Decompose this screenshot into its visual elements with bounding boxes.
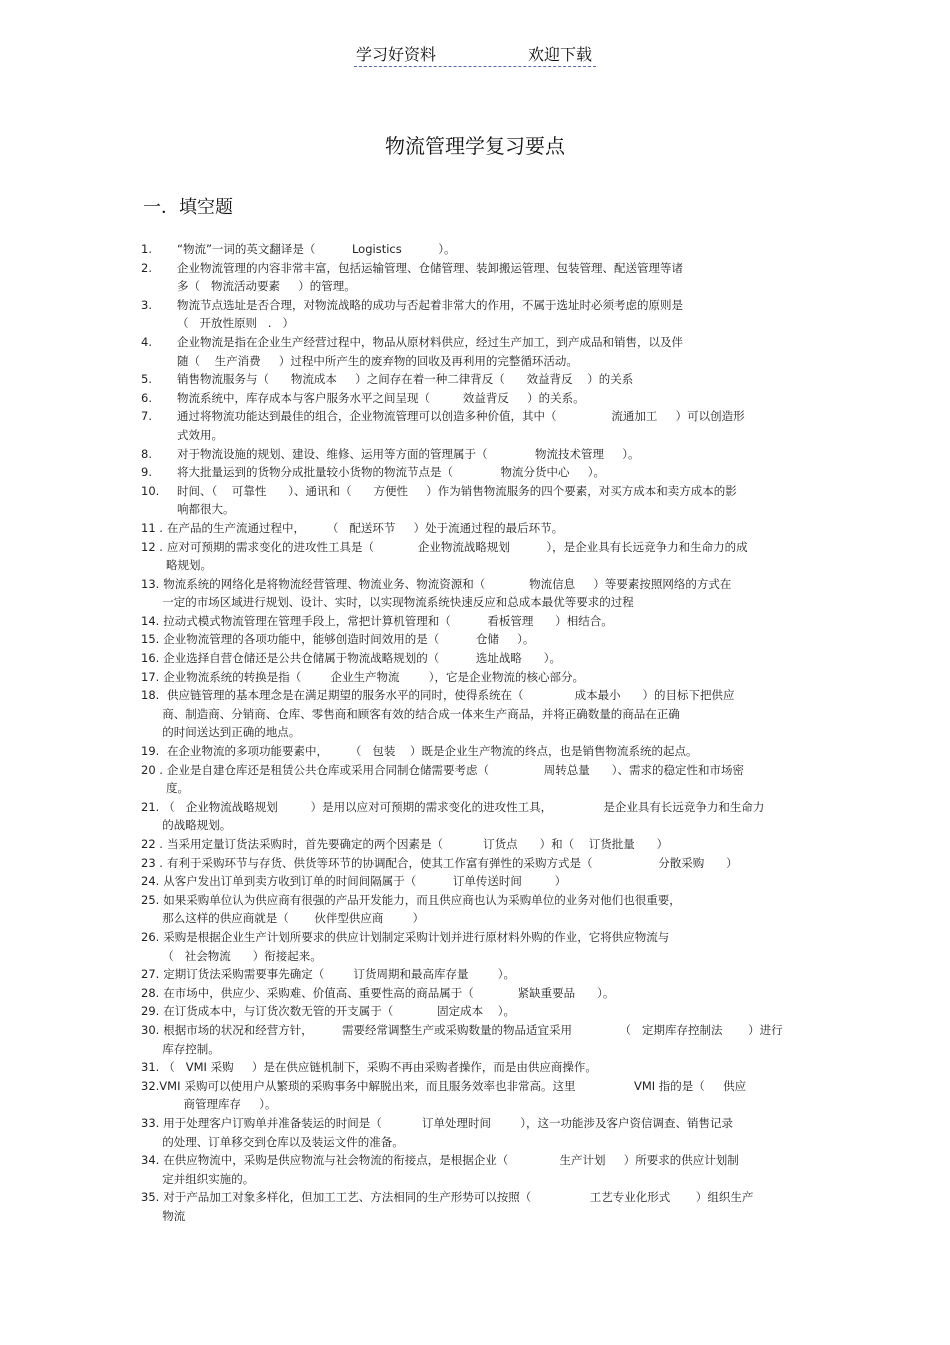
question-line: 物流 (162, 1208, 186, 1223)
question-number: 1. (141, 242, 152, 256)
question-line: 对于物流设施的规划、建设、维修、运用等方面的管理属于（ 物流技术管理 ）。 (177, 446, 640, 461)
document-title: 物流管理学复习要点 (385, 134, 565, 158)
question-item (141, 854, 811, 873)
question-line: 商、制造商、分销商、仓库、零售商和顾客有效的结合成一体来生产商品，并将正确数量的商品在正确 (162, 706, 680, 721)
question-line: 商管理库存 ）。 (183, 1097, 277, 1112)
question-line: 拉动式模式物流管理在管理手段上，常把计算机管理和（ 看板管理 ）相结合。 (163, 613, 613, 628)
question-line: 通过将物流功能达到最佳的组合，企业物流管理可以创造多种价值，其中（ 流通加工 ）可以创造形 (177, 409, 745, 424)
question-text (163, 798, 811, 835)
question-item (141, 965, 811, 984)
question-item (141, 1188, 811, 1225)
question-text (163, 686, 811, 742)
question-item (141, 928, 811, 965)
question-text (167, 761, 811, 798)
question-line: 当采用定量订货法采购时，首先要确定的两个因素是（ 订货点 ）和（ 订货批量 ） (166, 837, 669, 851)
question-number: 17. (141, 669, 160, 684)
question-item (141, 835, 811, 854)
question-line: 式效用。 (177, 427, 223, 442)
question-line: 企业物流系统的转换是指（ 企业生产物流 ），它是企业物流的核心部分。 (163, 669, 585, 684)
question-number: 28. (141, 985, 160, 1000)
question-text (163, 575, 811, 612)
question-line: 从客户发出订单到卖方收到订单的时间间隔属于（ 订单传送时间 ） (163, 874, 567, 889)
question-line: 的处理、订单移交到仓库以及装运文件的准备。 (162, 1134, 404, 1149)
question-item (141, 1021, 811, 1058)
question-text (163, 649, 811, 668)
question-item (141, 649, 811, 668)
question-item (141, 259, 811, 296)
question-line: 响都很大。 (177, 502, 235, 517)
question-line: 略规划。 (165, 558, 212, 573)
question-item (141, 519, 811, 538)
question-text (163, 1151, 811, 1188)
question-number: 2. (141, 260, 152, 275)
question-item (141, 389, 811, 408)
question-number: 23 . (141, 855, 163, 870)
question-number: 13. (141, 576, 160, 591)
question-item (141, 1002, 811, 1021)
question-number: 34. (141, 1153, 160, 1168)
question-line: 在企业物流的多项功能要素中， （ 包装 ）既是企业生产物流的终点，也是销售物流系统的起点。 (163, 744, 698, 759)
question-line: 那么这样的供应商就是（ 伙伴型供应商 ） (162, 911, 425, 926)
question-item (141, 240, 811, 259)
question-line: 企业选择自营仓储还是公共仓储属于物流战略规划的（ 选址战略 ）。 (163, 651, 562, 666)
header-left-text: 学习好资料 (356, 45, 437, 64)
question-line: 物流系统中，库存成本与客户服务水平之间呈现（ 效益背反 ）的关系。 (177, 390, 585, 405)
question-line: 根据市场的状况和经营方针， 需要经常调整生产或采购数量的物品适宜采用 （ 定期库存控制法 ）进行 (163, 1022, 783, 1037)
question-line: 有利于采购环节与存货、供货等环节的协调配合，使其工作富有弹性的采购方式是（ 分散采购 ） (166, 855, 738, 870)
question-number: 25. (141, 892, 160, 907)
question-number: 29. (141, 1004, 160, 1019)
question-line: “物流”一词的英文翻译是（ Logistics ）。 (177, 242, 456, 256)
question-line: （ 社会物流 ）衔接起来。 (162, 948, 322, 963)
question-line: 随（ 生产消费 ）过程中所产生的废弃物的回收及再利用的完整循环活动。 (177, 353, 578, 368)
question-line: 企业物流是指在企业生产经营过程中，物品从原材料供应，经过生产加工，到产成品和销售，以及伴 (177, 334, 683, 349)
question-item (141, 333, 811, 370)
section-heading: 一．填空题 (143, 197, 233, 218)
question-text (167, 835, 811, 854)
question-text (163, 1114, 811, 1151)
question-line: 物流系统的网络化是将物流经营管理、物流业务、物流资源和（ 物流信息 ）等要素按照网络的方式在 (163, 576, 732, 591)
question-item (141, 1114, 811, 1151)
question-text (177, 370, 811, 389)
question-text (167, 854, 811, 873)
question-text (163, 984, 811, 1003)
question-line: 在产品的生产流通过程中， （ 配送环节 ）处于流通过程的最后环节。 (166, 520, 564, 535)
question-text (177, 240, 811, 259)
question-number: 4. (141, 334, 152, 349)
question-item (141, 612, 811, 631)
question-number: 33. (141, 1115, 160, 1130)
question-line: 采购是根据企业生产计划所要求的供应计划制定采购计划并进行原材料外购的作业，它将供应物流与 (163, 929, 670, 944)
question-text (163, 891, 811, 928)
question-item (141, 538, 811, 575)
question-number: 20 . (141, 762, 163, 777)
question-line: 对于产品加工对象多样化，但加工工艺、方法相同的生产形势可以按照（ 工艺专业化形式 ）组织生产 (163, 1190, 754, 1205)
question-number: 27. (141, 967, 160, 982)
question-text (184, 1077, 811, 1114)
question-number: 22 . (141, 837, 163, 851)
question-text (177, 407, 811, 444)
question-text (163, 872, 811, 891)
question-line: 库存控制。 (162, 1041, 220, 1056)
question-number: 10. (141, 483, 160, 498)
question-text (167, 519, 811, 538)
question-number: 15. (141, 632, 160, 647)
question-item (141, 984, 811, 1003)
question-line: 销售物流服务与（ 物流成本 ）之间存在着一种二律背反（ 效益背反 ）的关系 (177, 372, 634, 387)
question-text (163, 965, 811, 984)
question-text (163, 928, 811, 965)
question-number: 18. (141, 688, 160, 703)
question-item (141, 686, 811, 742)
question-number: 30. (141, 1022, 160, 1037)
question-number: 9. (141, 465, 152, 480)
question-line: 应对可预期的需求变化的进攻性工具是（ 企业物流战略规划 ），是企业具有长远竞争力和生命力的成 (166, 539, 748, 554)
question-text (163, 612, 811, 631)
question-text (163, 1021, 811, 1058)
question-line: 的战略规划。 (162, 818, 232, 833)
question-item (141, 575, 811, 612)
question-number: 32.VMI (141, 1078, 181, 1093)
question-item (141, 296, 811, 333)
question-item (141, 445, 811, 464)
question-line: 采购可以使用户从繁琐的采购事务中解脱出来，而且服务效率也非常高。这里 VMI 指的是（ 供应 (184, 1078, 747, 1093)
question-text (167, 538, 811, 575)
question-item (141, 872, 811, 891)
question-line: （ 开放性原则 . ） (177, 316, 295, 331)
question-item (141, 1058, 811, 1077)
question-line: 在市场中，供应少、采购难、价值高、重要性高的商品属于（ 紧缺重要品 ）。 (163, 985, 615, 1000)
question-line: 企业物流管理的各项功能中，能够创造时间效用的是（ 仓储 ）。 (163, 632, 535, 647)
question-item (141, 1151, 811, 1188)
question-item (141, 463, 811, 482)
question-item (141, 668, 811, 687)
question-line: （ VMI 采购 ）是在供应链机制下，采购不再由采购者操作，而是由供应商操作。 (163, 1060, 597, 1075)
question-line: 将大批量运到的货物分成批量较小货物的物流节点是（ 物流分货中心 ）。 (177, 465, 606, 480)
question-line: 用于处理客户订购单并准备装运的时间是（ 订单处理时间 ），这一功能涉及客户资信调查、销售记录 (163, 1115, 733, 1130)
question-number: 6. (141, 390, 152, 405)
question-line: 度。 (165, 781, 189, 796)
question-line: 物流节点选址是否合理，对物流战略的成功与否起着非常大的作用，不属于选址时必须考虑的原则是 (177, 297, 683, 312)
question-item (141, 370, 811, 389)
question-text (177, 482, 811, 519)
question-text (163, 630, 811, 649)
question-number: 12 . (141, 539, 163, 554)
question-text (177, 445, 811, 464)
question-item (141, 482, 811, 519)
question-item (141, 630, 811, 649)
question-text (163, 1002, 811, 1021)
question-item (141, 891, 811, 928)
question-line: 一定的市场区域进行规划、设计、实时，以实现物流系统快速反应和总成本最优等要求的过程 (162, 595, 634, 610)
question-text (163, 742, 811, 761)
question-line: 定期订货法采购需要事先确定（ 订货周期和最高库存量 ）。 (163, 967, 516, 982)
question-number: 14. (141, 613, 160, 628)
question-text (177, 463, 811, 482)
question-number: 11 . (141, 520, 163, 535)
question-text (177, 259, 811, 296)
page-header (354, 40, 596, 67)
question-number: 19. (141, 744, 160, 759)
question-line: 在订货成本中，与订货次数无管的开支属于（ 固定成本 ）。 (163, 1004, 516, 1019)
question-item (141, 1077, 811, 1114)
question-line: 企业物流管理的内容非常丰富，包括运输管理、仓储管理、装卸搬运管理、包装管理、配送管理等诸 (177, 260, 683, 275)
question-text (177, 333, 811, 370)
question-number: 21. (141, 799, 160, 814)
question-line: 时间、（ 可靠性 ）、通讯和（ 方便性 ）作为销售物流服务的四个要素，对买方成本和卖方成本的影 (177, 483, 737, 498)
question-line: 的时间送达到正确的地点。 (162, 725, 301, 740)
question-line: 供应链管理的基本理念是在满足期望的服务水平的同时，使得系统在（ 成本最小 ）的目标下把供应 (163, 688, 735, 703)
question-item (141, 761, 811, 798)
question-line: 企业是自建仓库还是租赁公共仓库或采用合同制仓储需要考虑（ 周转总量 ）、需求的稳定性和市场密 (166, 762, 744, 777)
question-number: 8. (141, 446, 152, 461)
question-line: 定并组织实施的。 (162, 1171, 255, 1186)
question-line: 如果采购单位认为供应商有很强的产品开发能力，而且供应商也认为采购单位的业务对他们也很重要， (163, 892, 681, 907)
question-number: 31. (141, 1060, 160, 1075)
question-number: 35. (141, 1190, 160, 1205)
question-list (141, 240, 811, 1225)
question-text (163, 668, 811, 687)
question-number: 26. (141, 929, 160, 944)
question-text (163, 1188, 811, 1225)
question-line: 多（ 物流活动要素 ）的管理。 (177, 279, 356, 294)
question-item (141, 742, 811, 761)
question-number: 7. (141, 409, 152, 424)
question-line: （ 企业物流战略规划 ）是用以应对可预期的需求变化的进攻性工具， 是企业具有长远竞争力和生命力 (163, 799, 765, 814)
question-item (141, 407, 811, 444)
header-right-text: 欢迎下载 (527, 45, 592, 64)
question-item (141, 798, 811, 835)
question-text (177, 389, 811, 408)
question-number: 24. (141, 874, 160, 889)
question-number: 5. (141, 372, 152, 387)
question-line: 在供应物流中，采购是供应物流与社会物流的衔接点，是根据企业（ 生产计划 ）所要求的供应计划制 (163, 1153, 739, 1168)
question-text (163, 1058, 811, 1077)
question-number: 16. (141, 651, 160, 666)
question-text (177, 296, 811, 333)
question-number: 3. (141, 297, 152, 312)
